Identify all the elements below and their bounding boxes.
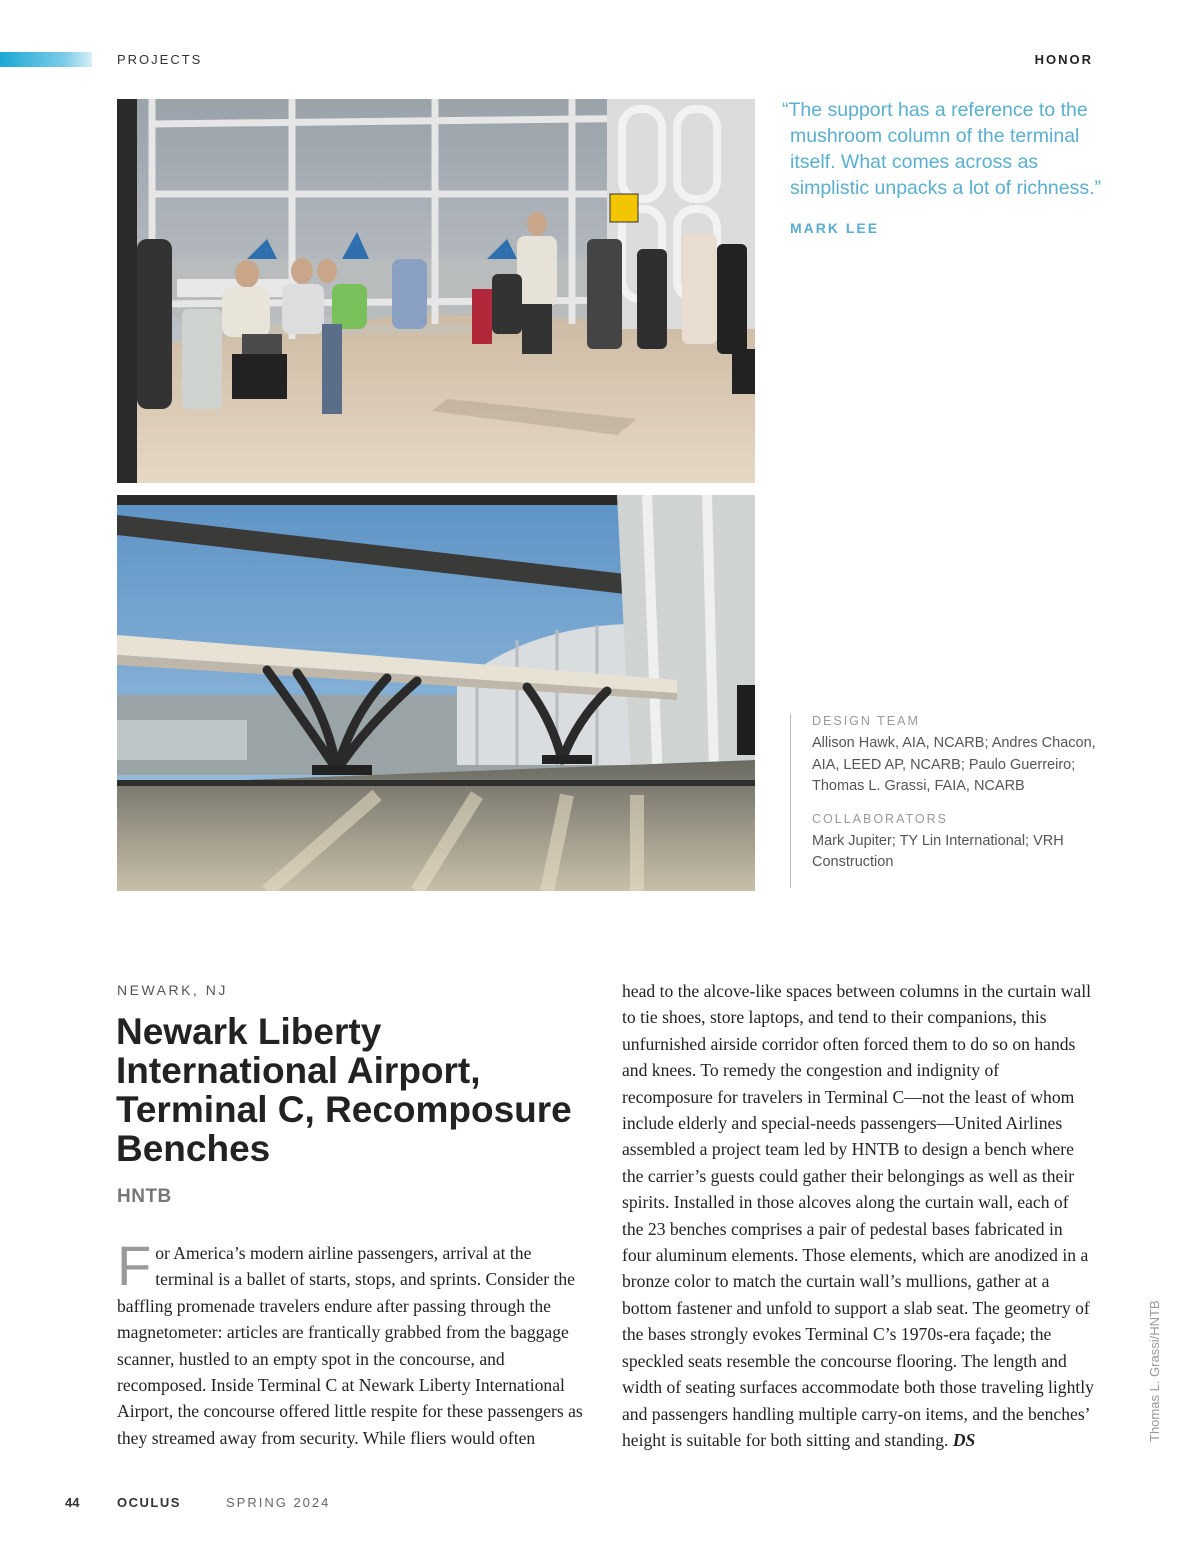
- page-number: 44: [65, 1495, 80, 1510]
- quote-author: MARK LEE: [790, 220, 880, 236]
- section-label: PROJECTS: [117, 52, 203, 67]
- design-team-label: DESIGN TEAM: [812, 714, 920, 728]
- article-location: NEWARK, NJ: [117, 982, 228, 998]
- bench-curtain-wall-photo: [117, 495, 755, 891]
- body-text-1: or America’s modern airline passengers, arrival at the terminal is a ballet of starts, stops, and sprints. Consider the baffling promenade travelers endure after passing through the magnetometer: articles are frantically grabbed from the baggage scanner, hustled to an empty spot in the concourse, and recomposed. Inside Terminal C at Newark Liberty International Airport, the concourse offered little respite for these passengers as they streamed away from security. While fliers would often: [117, 1243, 583, 1448]
- photo-credit: Thomas L. Grassi/HNTB: [1147, 1300, 1162, 1442]
- collaborators-names: Mark Jupiter; TY Lin International; VRH Construction: [812, 832, 1064, 870]
- author-signature: DS: [952, 1429, 976, 1450]
- article-body-column-2: [622, 978, 1094, 1453]
- pull-quote: [782, 97, 1102, 241]
- project-credits: [790, 714, 1112, 888]
- accent-bar: [0, 52, 92, 67]
- article-title: Newark Liberty International Airport, Terminal C, Recomposure Benches: [116, 1011, 572, 1169]
- category-label: HONOR: [1034, 52, 1093, 67]
- article-firm: HNTB: [117, 1186, 172, 1207]
- design-team-names: Allison Hawk, AIA, NCARB; Andres Chacon, AIA, LEED AP, NCARB; Paulo Guerreiro; Thomas L. Grassi, FAIA, NCARB: [812, 735, 1096, 794]
- quote-text: “The support has a reference to the mushroom column of the terminal itself. What comes across as simplistic unpacks a lot of richness.”: [782, 99, 1102, 199]
- issue-label: SPRING 2024: [226, 1495, 331, 1510]
- body-text-2: head to the alcove-like spaces between columns in the curtain wall to tie shoes, store laptops, and tend to their companions, this unfurnished airside corridor often forced them to do so on hands and knees. To remedy the congestion and indignity of recomposure for travelers in Terminal C—not the least of whom include elderly and special-needs passengers—United Airlines assembled a project team led by HNTB to design a bench where the carrier’s guests could gather their belongings as well as their spirits. Installed in those alcoves along the curtain wall, each of the 23 benches comprises a pair of pedestal bases fabricated in four aluminum elements. Those elements, which are anodized in a bronze color to match the curtain wall’s mullions, gather at a bottom fastener and unfold to support a slab seat. The geometry of the bases strongly evokes Terminal C’s 1970s-era façade; the speckled seats resemble the concourse flooring. The length and width of seating surfaces accommodate both those traveling lightly and passengers handling multiple carry-on items, and the benches’ height is suitable for both sitting and standing.: [622, 981, 1094, 1450]
- drop-cap: F: [117, 1234, 152, 1297]
- magazine-name: OCULUS: [117, 1495, 181, 1510]
- terminal-concourse-photo: [117, 99, 755, 483]
- article-body-column-1: [117, 1234, 587, 1451]
- collaborators-label: COLLABORATORS: [812, 811, 948, 826]
